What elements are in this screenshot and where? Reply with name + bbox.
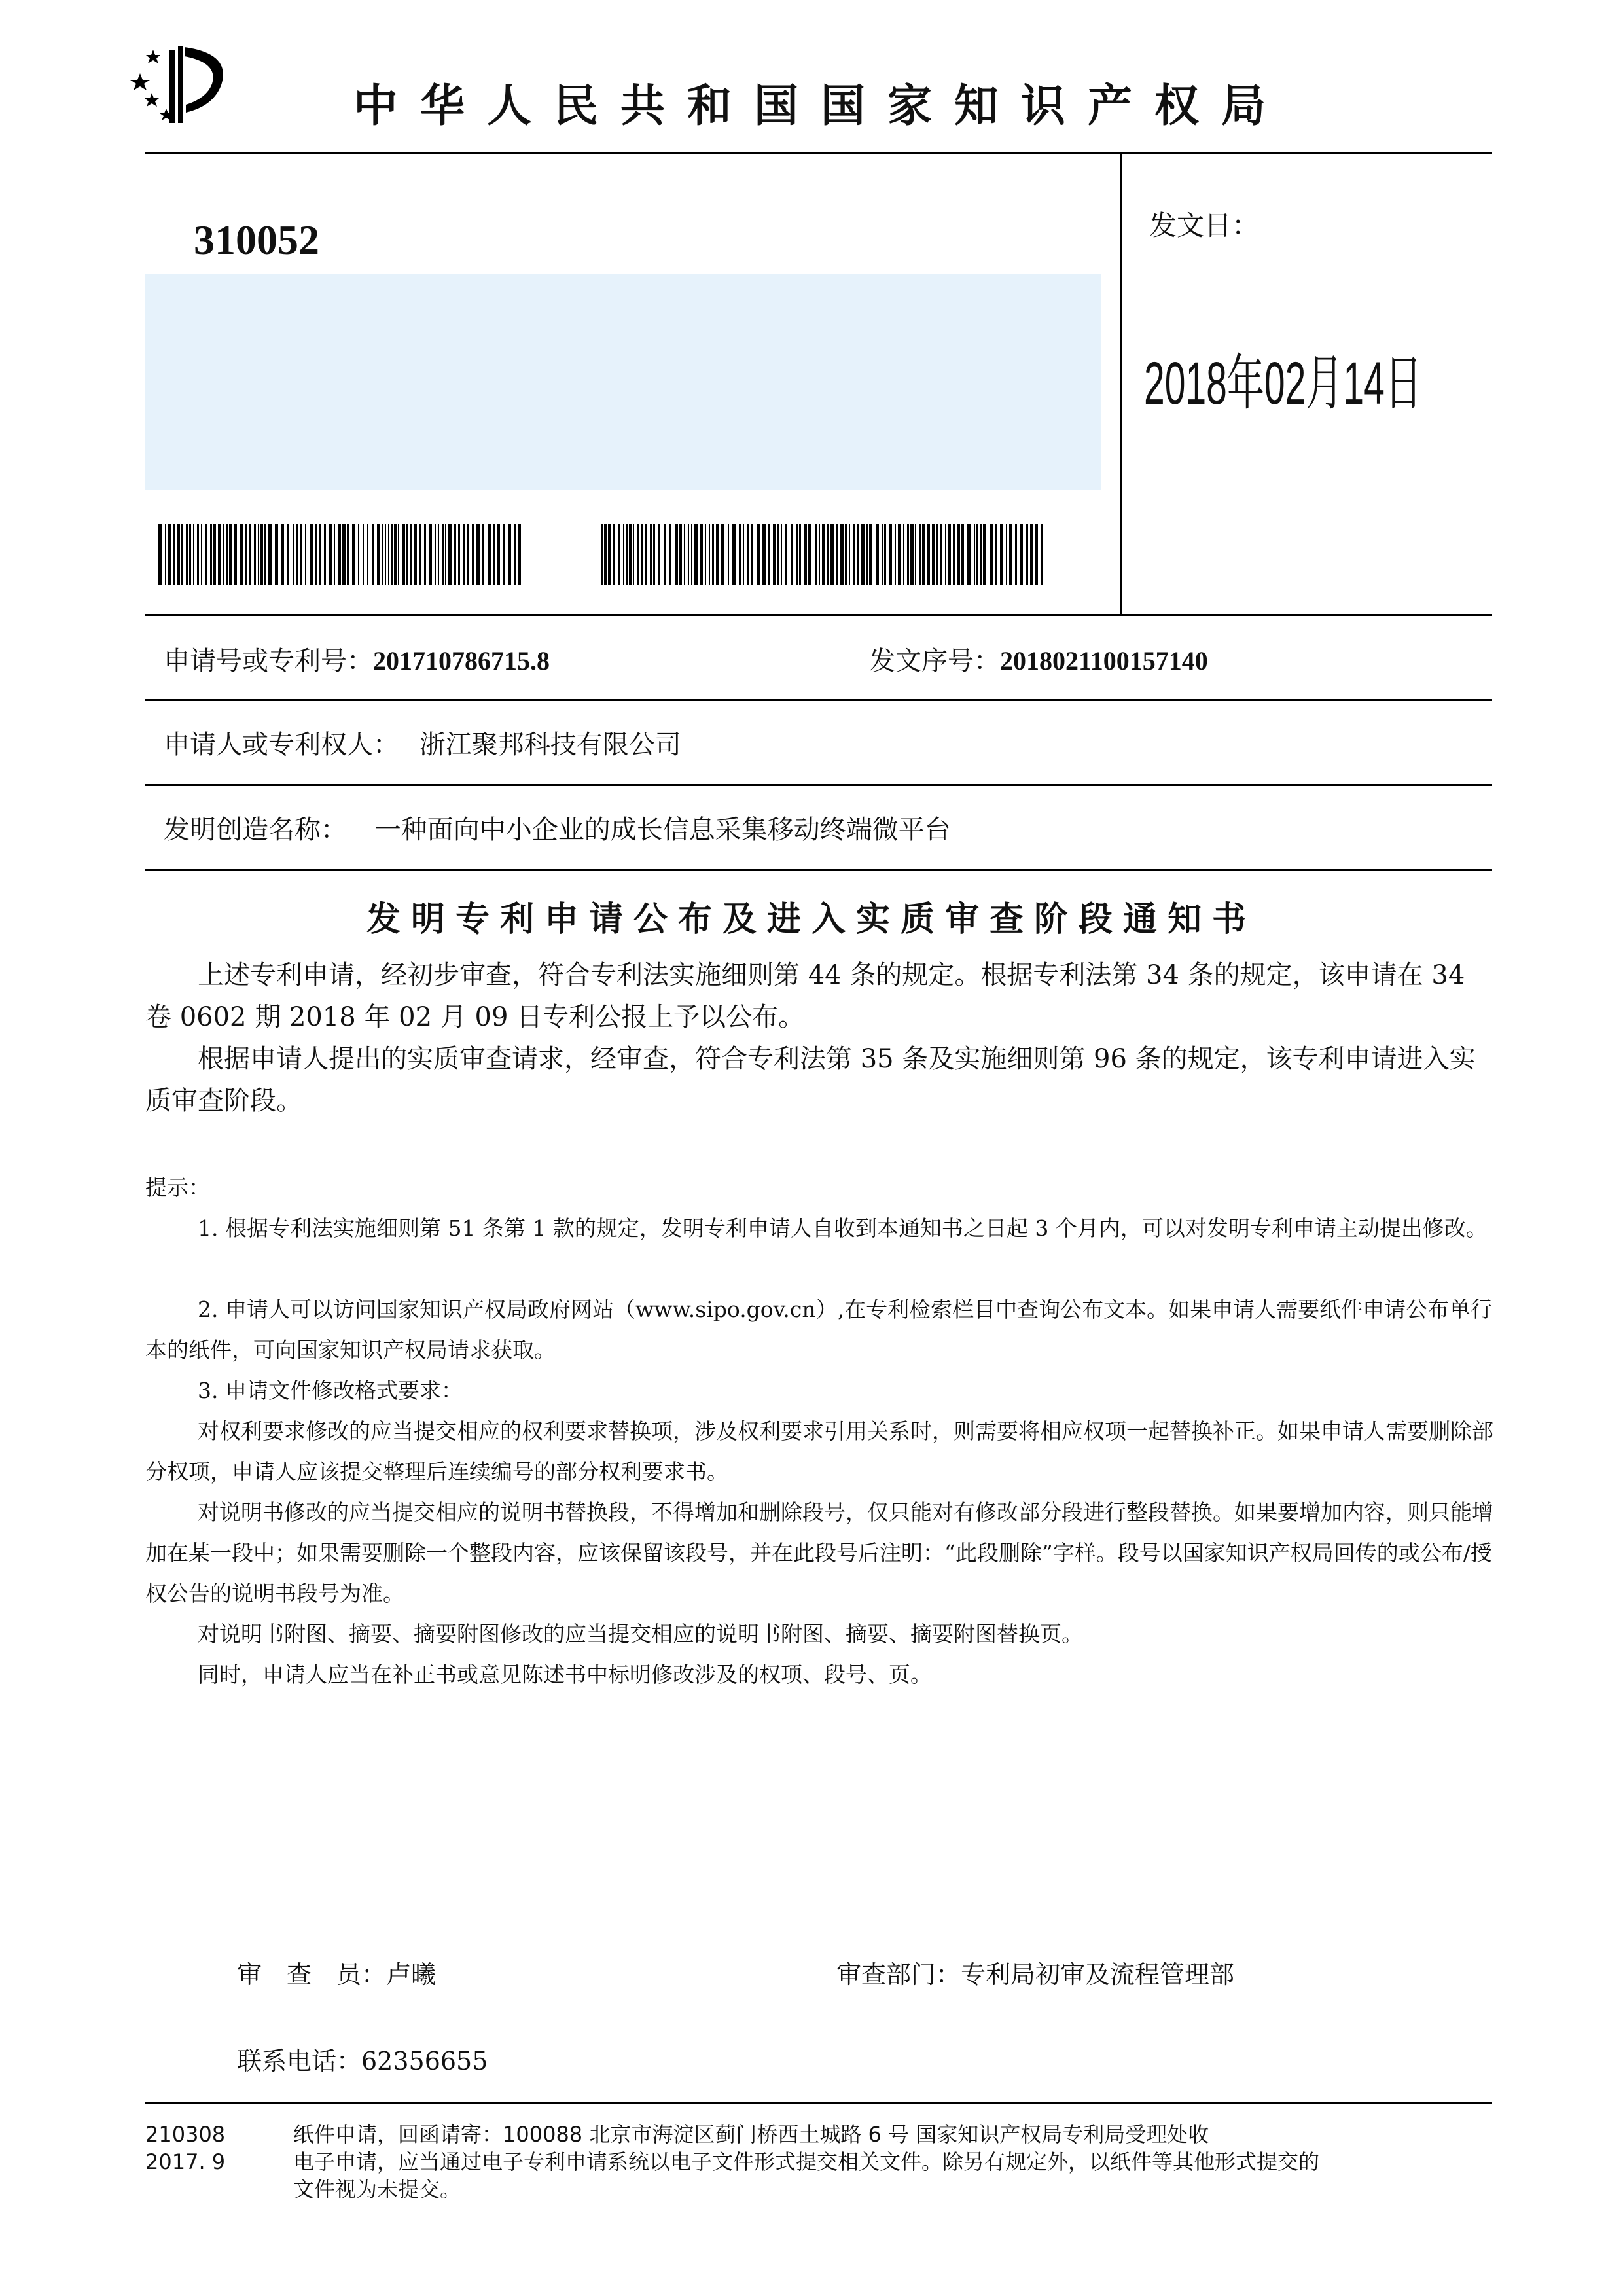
barcode-bar (684, 524, 685, 585)
barcode-bar (669, 524, 671, 585)
tip-item: 对说明书附图、摘要、摘要附图修改的应当提交相应的说明书附图、摘要、摘要附图替换页。 (198, 1621, 1083, 1647)
barcode-bar (429, 524, 432, 585)
barcode-bar (245, 524, 247, 585)
barcode-bar (799, 524, 801, 585)
barcode-bar (406, 524, 408, 585)
barcode-bar (476, 524, 480, 585)
tips-heading: 提示： (145, 1175, 210, 1200)
barcode-bar (604, 524, 607, 585)
barcode-bar (836, 524, 838, 585)
barcode-bar (342, 524, 346, 585)
barcode-bar (932, 524, 935, 585)
barcode-bar (472, 524, 474, 585)
barcode-bar (762, 524, 766, 585)
barcode-bar (508, 524, 511, 585)
barcode-bar (827, 524, 829, 585)
barcode-bar (658, 524, 660, 585)
barcode-bar (882, 524, 883, 585)
barcode-bar (990, 524, 993, 585)
barcode-bar (980, 524, 982, 585)
barcode-bar (165, 524, 166, 585)
barcode-bar (493, 524, 495, 585)
barcode-bar (275, 524, 278, 585)
barcode-bar (861, 524, 865, 585)
barcode-bar (679, 524, 682, 585)
notice-title: 发明专利申请公布及进入实质审查阶段通知书 (366, 900, 1257, 939)
barcode-bar (258, 524, 259, 585)
barcode-bar (889, 524, 892, 585)
barcode-bar (791, 524, 793, 585)
barcode-bar (268, 524, 272, 585)
barcode-bar (645, 524, 647, 585)
barcode-bar (223, 524, 224, 585)
barcode-bar (739, 524, 741, 585)
barcode-bar (757, 524, 760, 585)
barcode-bar (601, 524, 603, 585)
barcode-bar (895, 524, 896, 585)
barcode-bar (424, 524, 426, 585)
examination-department: 审查部门：专利局初审及流程管理部 (836, 1960, 1235, 1989)
barcode-bar (372, 524, 374, 585)
barcode-bar (919, 524, 921, 585)
barcode-bar (168, 524, 171, 585)
barcode-bar (319, 524, 321, 585)
barcode-left (158, 524, 525, 585)
barcode-bar (503, 524, 505, 585)
barcode-bar (1026, 524, 1028, 585)
barcode-bar (394, 524, 397, 585)
barcode-bar (700, 524, 703, 585)
barcode-bar (822, 524, 825, 585)
barcode-bar (463, 524, 465, 585)
application-number (164, 640, 550, 677)
date-divider (1120, 152, 1122, 614)
barcode-bar (240, 524, 243, 585)
barcode-bar (358, 524, 359, 585)
barcode-bar (653, 524, 655, 585)
barcode-bar (305, 524, 306, 585)
barcode-bar (768, 524, 770, 585)
barcode-bar (402, 524, 405, 585)
barcode-bar (922, 524, 925, 585)
barcode-bar (884, 524, 886, 585)
barcode-bar (213, 524, 216, 585)
barcode-bar (445, 524, 446, 585)
barcode-bar (961, 524, 964, 585)
issue-date-value: 2018年02月14日 (1144, 350, 1422, 417)
barcode-bar (414, 524, 417, 585)
barcode-bar (189, 524, 191, 585)
barcode-bar (1000, 524, 1003, 585)
barcode-bar (957, 524, 960, 585)
barcode-bar (641, 524, 643, 585)
tip-item: 对权利要求修改的应当提交相应的权利要求替换项，涉及权利要求引用关系时，则需要将相应权项一起替换补正。如果申请人需要删除部分权项，申请人应该提交整理后连续编号的部分权利要求书。 (145, 1418, 1493, 1484)
barcode-bar (705, 524, 706, 585)
barcode-bar (898, 524, 901, 585)
barcode-bar (945, 524, 946, 585)
barcode-bar (995, 524, 997, 585)
barcode-bar (226, 524, 228, 585)
barcode-bar (716, 524, 719, 585)
application-number-label: 申请号或专利号： (164, 646, 373, 676)
barcode-bar (907, 524, 909, 585)
invention-title (164, 809, 951, 846)
applicant (164, 724, 681, 761)
footer-line-3: 文件视为未提交。 (293, 2177, 461, 2202)
barcode-bar (488, 524, 491, 585)
barcode-bar (633, 524, 634, 585)
barcode-bar (1020, 524, 1023, 585)
issue-date-label: 发文日： (1149, 209, 1260, 242)
barcode-right (601, 524, 1046, 585)
examiner: 审 查 员：卢曦 (237, 1960, 437, 1989)
barcode-bar (234, 524, 237, 585)
barcode-bar (983, 524, 986, 585)
barcode-bar (382, 524, 383, 585)
barcode-bar (438, 524, 439, 585)
barcode-bar (608, 524, 611, 585)
barcode-bar (158, 524, 162, 585)
barcode-bar (751, 524, 753, 585)
barcode-bar (845, 524, 847, 585)
barcode-bar (927, 524, 930, 585)
barcode-bar (264, 524, 266, 585)
barcode-bar (691, 524, 692, 585)
barcode-bar (173, 524, 175, 585)
fields-rule-2 (145, 784, 1492, 786)
barcode-bar (1009, 524, 1012, 585)
barcode-bar (229, 524, 232, 585)
barcode-bar (976, 524, 978, 585)
tip-item: 同时，申请人应当在补正书或意见陈述书中标明修改涉及的权项、段号、页。 (198, 1662, 932, 1687)
barcode-bar (296, 524, 298, 585)
barcode-bar (747, 524, 749, 585)
barcode-bar (728, 524, 729, 585)
barcode-bar (1006, 524, 1007, 585)
barcode-bar (857, 524, 859, 585)
barcode-bar (849, 524, 850, 585)
barcode-bar (385, 524, 386, 585)
barcode-bar (815, 524, 817, 585)
barcode-bar (391, 524, 393, 585)
applicant-value: 浙江聚邦科技有限公司 (419, 730, 681, 760)
barcode-bar (177, 524, 180, 585)
barcode-bar (518, 524, 521, 585)
agency-title: 中华人民共和国国家知识产权局 (353, 81, 1289, 132)
fields-top-rule (145, 614, 1492, 616)
barcode-bar (377, 524, 380, 585)
barcode-bar (467, 524, 469, 585)
barcode-bar (688, 524, 689, 585)
barcode-bar (293, 524, 294, 585)
fields-bottom-rule (145, 869, 1492, 871)
barcode-bar (1035, 524, 1038, 585)
tip-item: 1. 根据专利法实施细则第 51 条第 1 款的规定，发明专利申请人自收到本通知书之日起 3 个月内，可以对发明专利申请主动提出修改。 (198, 1215, 1488, 1241)
application-number-value: 201710786715.8 (373, 646, 550, 675)
barcode-bar (694, 524, 698, 585)
barcode-bar (629, 524, 632, 585)
barcode-bar (398, 524, 399, 585)
footer-rule (145, 2102, 1492, 2104)
barcode-bar (249, 524, 251, 585)
barcode-bar (804, 524, 807, 585)
barcode-bar (315, 524, 317, 585)
barcode-bar (773, 524, 776, 585)
recipient-address-area (145, 274, 1101, 490)
invention-title-label: 发明创造名称： (164, 815, 347, 845)
barcode-bar (796, 524, 798, 585)
form-number: 210308 (145, 2122, 226, 2147)
barcode-bar (626, 524, 628, 585)
barcode-bar (454, 524, 456, 585)
barcode-bar (732, 524, 736, 585)
barcode-bar (363, 524, 364, 585)
barcode-bar (347, 524, 349, 585)
barcode-bar (664, 524, 666, 585)
barcode-bar (458, 524, 460, 585)
notice-paragraph-2: 根据申请人提出的实质审查请求，经审查，符合专利法第 35 条及实施细则第 96 条的规定，该专利申请进入实质审查阶段。 (145, 1044, 1476, 1116)
barcode-bar (334, 524, 335, 585)
barcode-bar (623, 524, 624, 585)
fields-rule-1 (145, 699, 1492, 701)
barcode-bar (777, 524, 779, 585)
barcode-bar (205, 524, 207, 585)
barcode-bar (482, 524, 484, 585)
barcode-bar (197, 524, 199, 585)
barcode-bar (830, 524, 834, 585)
barcode-bar (435, 524, 436, 585)
barcode-bar (869, 524, 872, 585)
serial-number (869, 640, 1208, 677)
contact-phone: 联系电话：62356655 (237, 2047, 488, 2075)
barcode-bar (613, 524, 615, 585)
barcode-bar (300, 524, 302, 585)
barcode-bar (940, 524, 942, 585)
barcode-bar (410, 524, 412, 585)
barcode-bar (819, 524, 820, 585)
barcode-bar (388, 524, 389, 585)
barcode-bar (442, 524, 444, 585)
barcode-bar (1030, 524, 1033, 585)
tip-item: 对说明书修改的应当提交相应的说明书替换段，不得增加和删除段号，仅只能对有修改部分段进行整段替换。如果要增加内容，则只能增加在某一段中；如果需要删除一个整段内容，应该保留该段号，并在此段号后注明：“此段删除”字样。段号以国家知识产权局回传的或公布/授权公告的说明书段号为准。 (145, 1499, 1493, 1606)
barcode-bar (709, 524, 710, 585)
barcode-bar (324, 524, 326, 585)
barcode-bar (675, 524, 678, 585)
barcode-bar (260, 524, 263, 585)
barcode-bar (948, 524, 951, 585)
barcode-bar (193, 524, 194, 585)
barcode-bar (866, 524, 868, 585)
barcode-bar (181, 524, 183, 585)
barcode-bar (1041, 524, 1043, 585)
barcode-bar (201, 524, 202, 585)
tip-item: 3. 申请文件修改格式要求： (198, 1378, 463, 1403)
barcode-bar (352, 524, 355, 585)
barcode-bar (338, 524, 341, 585)
barcode-bar (876, 524, 879, 585)
barcode-bar (650, 524, 652, 585)
barcode-bar (743, 524, 744, 585)
barcode-bar (310, 524, 313, 585)
barcode-bar (721, 524, 724, 585)
barcode-bar (218, 524, 221, 585)
barcode-bar (210, 524, 212, 585)
barcode-bar (785, 524, 787, 585)
barcode-bar (712, 524, 714, 585)
barcode-bar (637, 524, 639, 585)
barcode-bar (808, 524, 812, 585)
notice-paragraph-1: 上述专利申请，经初步审查，符合专利法实施细则第 44 条的规定。根据专利法第 34 条的规定，该申请在 34 卷 0602 期 2018 年 02 月 09 日专利公报上予以公布。 (145, 960, 1465, 1032)
barcode-bar (953, 524, 955, 585)
barcode-bar (853, 524, 855, 585)
footer-line-2: 电子申请，应当通过电子专利申请系统以电子文件形式提交相关文件。除另有规定外，以纸件等其他形式提交的 (293, 2149, 1320, 2174)
barcode-bar (903, 524, 904, 585)
barcode-bar (781, 524, 782, 585)
barcode-bar (186, 524, 188, 585)
barcode-bar (419, 524, 421, 585)
barcode-bar (936, 524, 938, 585)
barcode-bar (497, 524, 500, 585)
cnipa-logo (122, 41, 240, 126)
invention-title-value: 一种面向中小企业的成长信息采集移动终端微平台 (374, 815, 951, 845)
barcode-bar (448, 524, 452, 585)
serial-number-value: 2018021100157140 (1000, 646, 1208, 675)
barcode-bar (974, 524, 975, 585)
applicant-label: 申请人或专利权人： (164, 730, 399, 760)
barcode-bar (840, 524, 844, 585)
barcode-bar (910, 524, 914, 585)
barcode-bar (618, 524, 620, 585)
barcode-bar (287, 524, 289, 585)
barcode-bar (514, 524, 516, 585)
serial-number-label: 发文序号： (869, 646, 1000, 676)
barcode-bar (1015, 524, 1017, 585)
form-version: 2017. 9 (145, 2149, 226, 2174)
barcode-bar (281, 524, 284, 585)
barcode-bar (254, 524, 256, 585)
footer-line-1: 纸件申请，回函请寄：100088 北京市海淀区蓟门桥西土城路 6 号 国家知识产权局专利局受理处收 (293, 2122, 1209, 2147)
barcode-bar (915, 524, 916, 585)
barcode-bar (367, 524, 368, 585)
barcode-bar (329, 524, 332, 585)
tip-item: 2. 申请人可以访问国家知识产权局政府网站（www.sipo.gov.cn）,在专利检索栏目中查询公布文本。如果申请人需要纸件申请公布单行本的纸件，可向国家知识产权局请求获取。 (145, 1297, 1493, 1363)
header-rule (145, 152, 1492, 154)
postcode: 310052 (194, 217, 319, 263)
barcode-bar (967, 524, 971, 585)
